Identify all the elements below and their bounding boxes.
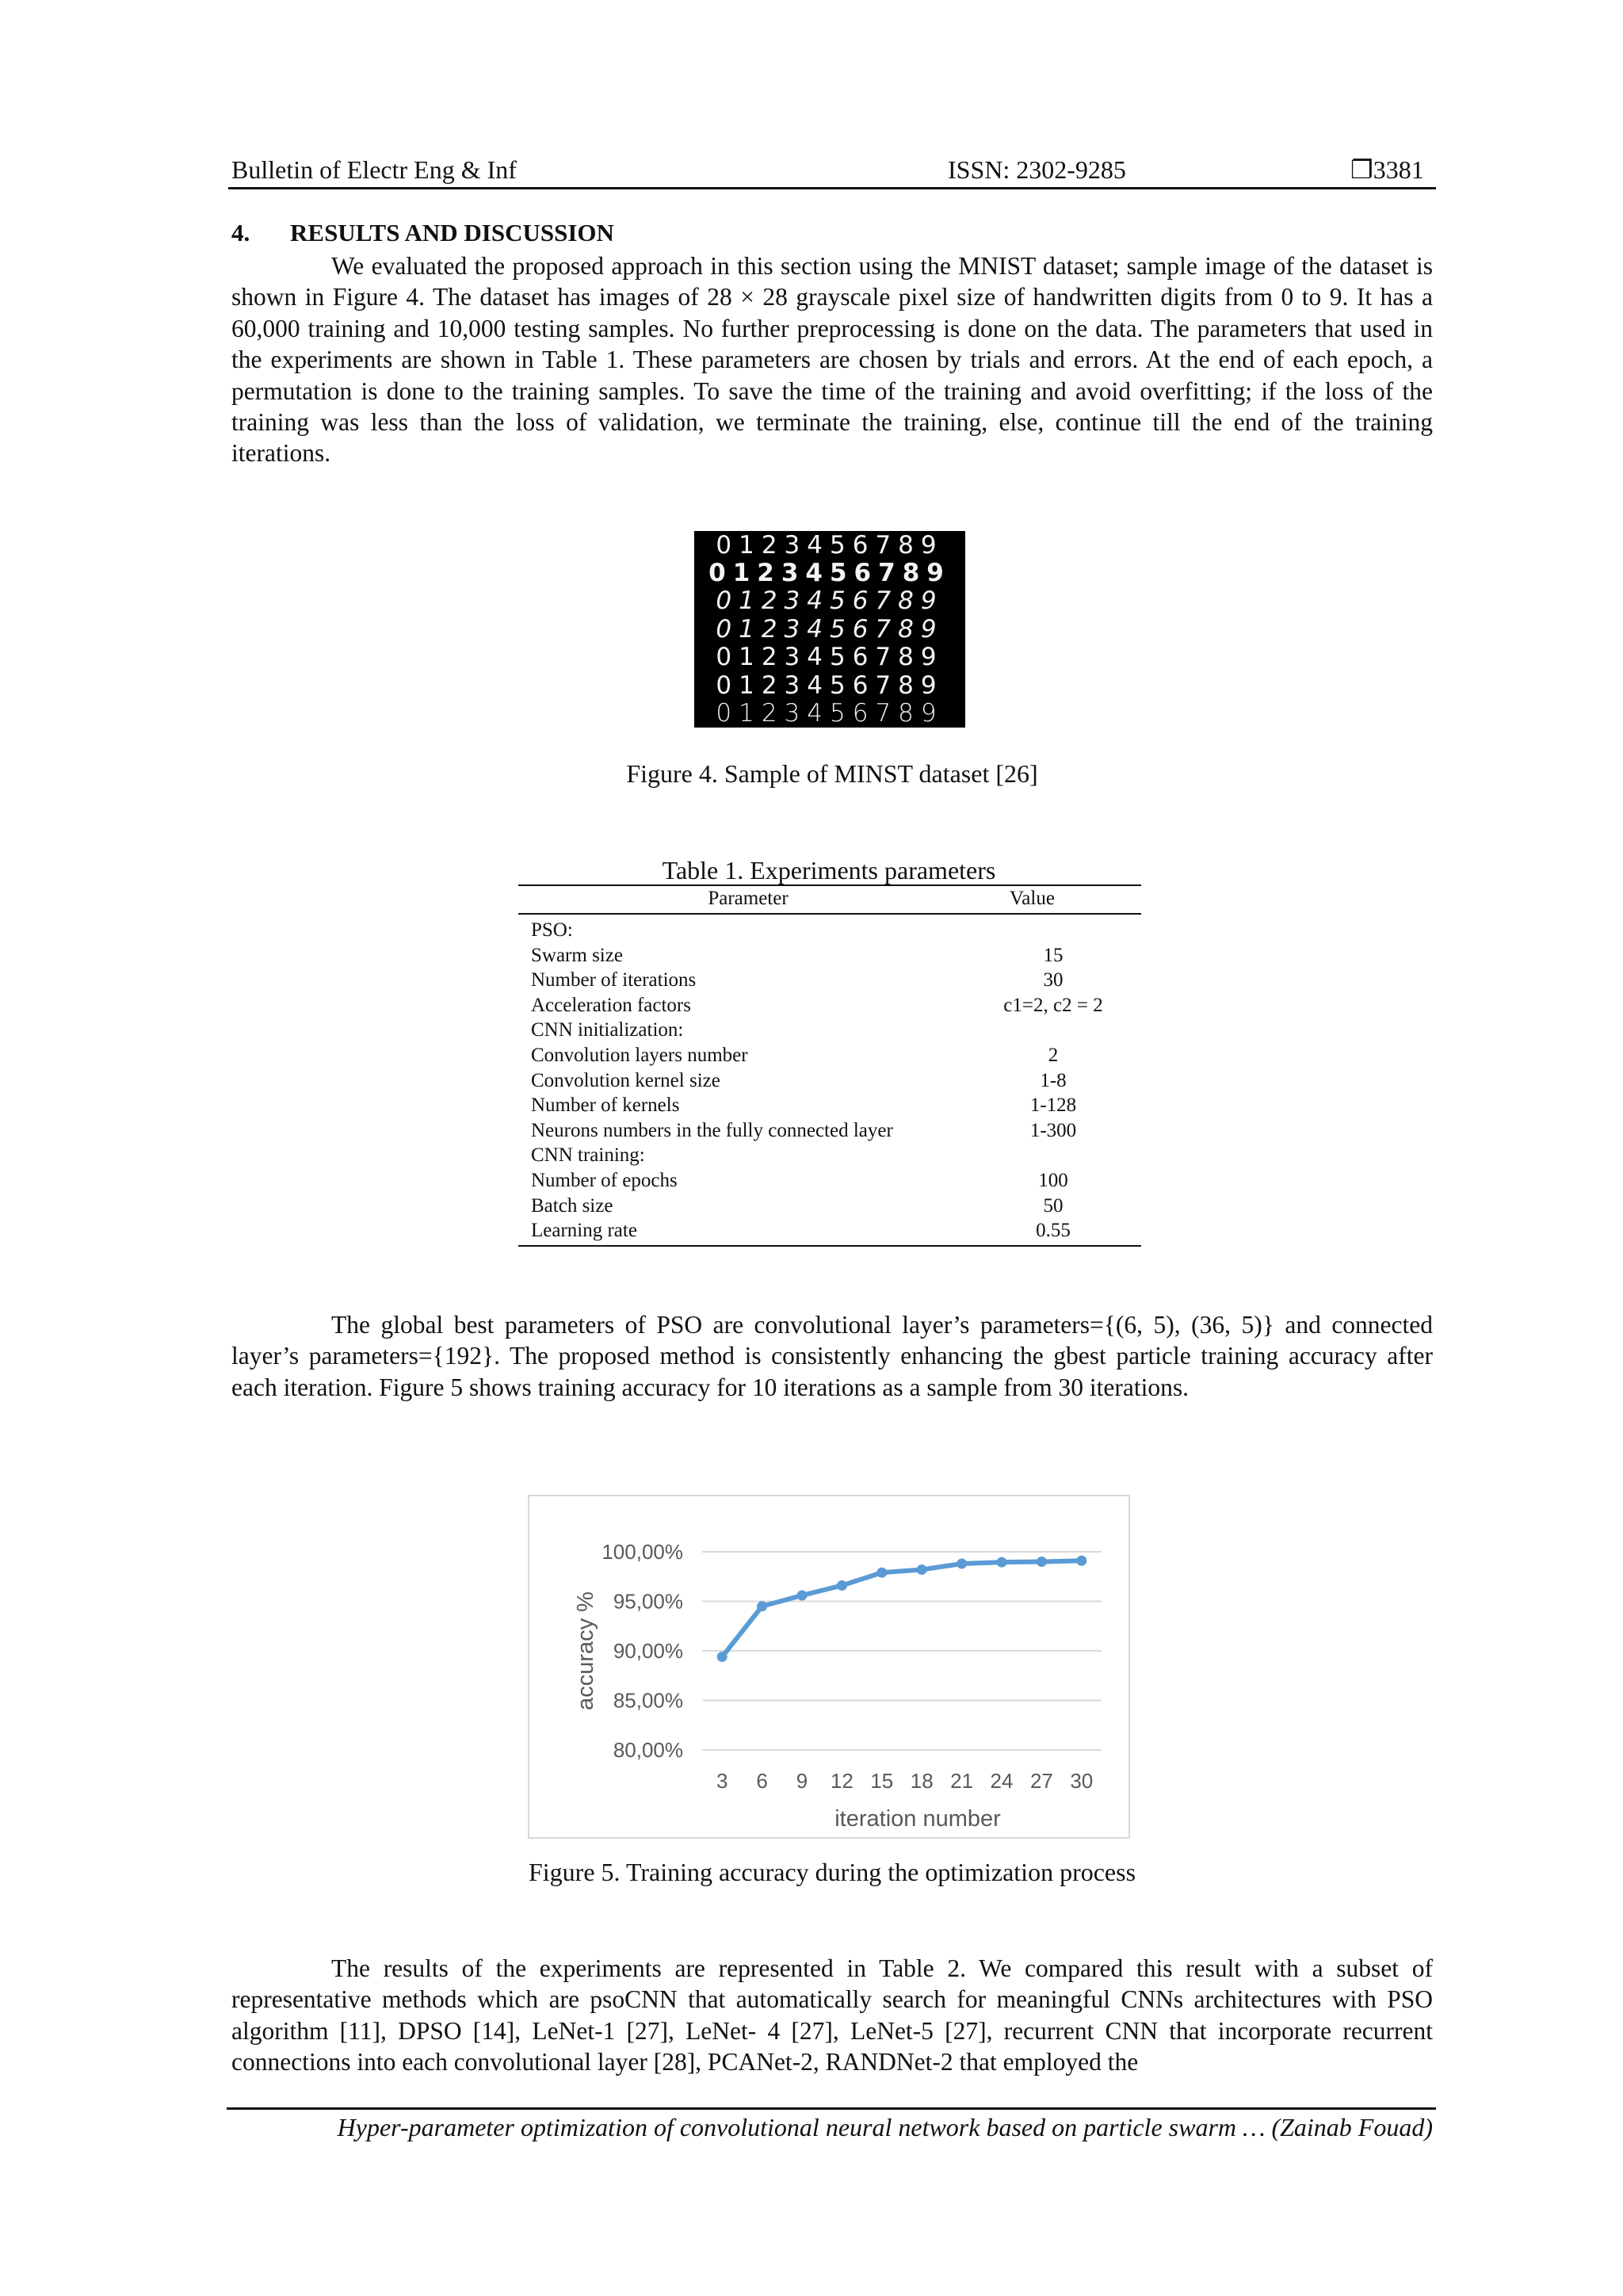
digit-row bbox=[694, 531, 965, 559]
accuracy-chart bbox=[528, 1495, 1130, 1839]
data-point bbox=[876, 1568, 887, 1578]
digit-row bbox=[694, 644, 965, 671]
digit-row-text: 0123456789 bbox=[708, 559, 951, 588]
table-1 bbox=[518, 884, 1141, 1247]
table-cell-value: c1=2, c2 = 2 bbox=[1003, 994, 1103, 1016]
table-header-value: Value bbox=[1010, 888, 1055, 909]
table-cell-parameter: CNN initialization: bbox=[531, 1019, 684, 1041]
table-cell-value bbox=[965, 918, 1141, 943]
table-cell-value: 30 bbox=[1043, 969, 1064, 991]
table-1-title: Table 1. Experiments parameters bbox=[662, 856, 996, 884]
table-row bbox=[518, 1118, 1141, 1144]
paragraph-2-text: The global best parameters of PSO are convolutional layer’s parameters={(6, 5), (36, 5)} and connected layer’s parameters={192}. The proposed method is consistently enhancing the gbest particle training accuracy after each iteration. Figure 5 shows training accuracy for 10 iterations as a sample from 30 iterations. bbox=[231, 1311, 1433, 1401]
paragraph-2 bbox=[231, 1309, 1433, 1403]
accuracy-chart-svg bbox=[529, 1496, 1128, 1837]
data-point bbox=[757, 1601, 767, 1611]
table-row bbox=[518, 993, 1141, 1018]
paragraph-1-text: We evaluated the proposed approach in this section using the MNIST dataset; sample image of the dataset is shown in Figure 4. The dataset has images of 28 × 28 grayscale pixel size of handwritten digits from 0 to 9. It has a 60,000 training and 10,000 testing samples. No further preprocessing is done on the data. The parameters that used in the experiments are shown in Table 1. These parameters are chosen by trials and errors. At the end of each epoch, a permutation is done to the training samples. To save the time of the training and avoid overfitting; if the loss of the training was less than the loss of validation, we terminate the training, else, continue till the end of the training iterations. bbox=[231, 252, 1433, 468]
section-title: RESULTS AND DISCUSSION bbox=[290, 219, 614, 246]
x-axis-title: iteration number bbox=[834, 1806, 1001, 1832]
digit-row bbox=[694, 587, 965, 615]
table-cell-parameter: PSO: bbox=[531, 919, 573, 941]
table-row bbox=[518, 1168, 1141, 1194]
table-cell-parameter: CNN training: bbox=[531, 1144, 645, 1167]
running-footer: Hyper-parameter optimization of convolutional neural network based on particle swarm … (Zainab Fouad) bbox=[337, 2113, 1433, 2141]
table-row bbox=[518, 1218, 1141, 1244]
table-cell-parameter: Swarm size bbox=[531, 944, 623, 966]
digit-row bbox=[694, 699, 965, 727]
y-tick-label: 80,00% bbox=[613, 1738, 683, 1762]
x-tick-label: 27 bbox=[1029, 1769, 1053, 1793]
x-tick-label: 15 bbox=[870, 1769, 894, 1793]
table-cell-parameter: Neurons numbers in the fully connected layer bbox=[531, 1119, 893, 1141]
x-tick-label: 12 bbox=[830, 1769, 854, 1793]
mnist-sample-image bbox=[694, 531, 965, 728]
table-row bbox=[518, 1194, 1141, 1219]
series-line bbox=[722, 1561, 1082, 1656]
table-cell-value: 0.55 bbox=[1036, 1220, 1071, 1242]
table-cell-value: 1-300 bbox=[1029, 1119, 1077, 1141]
x-tick-label: 21 bbox=[950, 1769, 974, 1793]
y-tick-label: 95,00% bbox=[613, 1589, 683, 1614]
page-number: 3381 bbox=[1373, 155, 1424, 184]
running-header-issn: ISSN: 2302-9285 bbox=[948, 155, 1126, 184]
table-row bbox=[518, 1043, 1141, 1068]
table-cell-value: 100 bbox=[1038, 1169, 1068, 1191]
figure-4-caption: Figure 4. Sample of MINST dataset [26] bbox=[626, 759, 1038, 788]
table-cell-value: 1-8 bbox=[1040, 1069, 1067, 1091]
table-cell-value: 2 bbox=[1048, 1044, 1059, 1066]
table-cell-value: 50 bbox=[1043, 1194, 1064, 1217]
x-tick-label: 24 bbox=[990, 1769, 1014, 1793]
digit-row bbox=[694, 559, 965, 586]
y-tick-label: 100,00% bbox=[601, 1540, 683, 1564]
table-cell-parameter: Convolution kernel size bbox=[531, 1069, 720, 1091]
paragraph-1 bbox=[231, 250, 1433, 469]
digit-row-text: 0123456789 bbox=[716, 530, 944, 560]
header-rule bbox=[228, 187, 1436, 189]
page-box-icon: ❐ bbox=[1350, 155, 1373, 184]
digit-row-text: 0123456789 bbox=[716, 643, 944, 672]
table-cell-value bbox=[965, 1018, 1141, 1043]
digit-row bbox=[694, 671, 965, 699]
digit-row-text: 0123456789 bbox=[716, 614, 944, 644]
data-point bbox=[957, 1559, 967, 1569]
data-point bbox=[717, 1652, 727, 1662]
data-point bbox=[1076, 1556, 1086, 1566]
paragraph-3-text: The results of the experiments are represented in Table 2. We compared this result with a subset of representative methods which are psoCNN that automatically search for meaningful CNNs architectures with PSO algorithm [11], DPSO [14], LeNet-1 [27], LeNet- 4 [27], LeNet-5 [27], recurrent CNN that incorporate recurrent connections into each convolutional layer [28], PCANet-2, RANDNet-2 that employed the bbox=[231, 1954, 1433, 2076]
digit-row bbox=[694, 615, 965, 643]
figure-5-caption: Figure 5. Training accuracy during the optimization process bbox=[528, 1858, 1136, 1886]
table-body bbox=[518, 915, 1141, 1245]
data-point bbox=[997, 1557, 1007, 1568]
table-row bbox=[518, 1143, 1141, 1168]
table-bottom-rule bbox=[518, 1245, 1141, 1247]
table-row bbox=[518, 1093, 1141, 1118]
table-row bbox=[518, 943, 1141, 968]
table-cell-parameter: Convolution layers number bbox=[531, 1044, 748, 1066]
table-cell-parameter: Batch size bbox=[531, 1194, 613, 1217]
digit-row-text: 0123456789 bbox=[716, 586, 944, 616]
table-header-row bbox=[518, 886, 1141, 913]
table-row bbox=[518, 1018, 1141, 1043]
data-point bbox=[1037, 1557, 1047, 1567]
table-cell-parameter: Number of iterations bbox=[531, 969, 697, 991]
x-tick-label: 18 bbox=[910, 1769, 934, 1793]
digit-row-text: 0123456789 bbox=[716, 670, 944, 700]
x-tick-label: 3 bbox=[716, 1769, 728, 1793]
section-number: 4. bbox=[231, 219, 250, 246]
x-tick-label: 9 bbox=[796, 1769, 808, 1793]
y-axis-title: accuracy % bbox=[573, 1591, 598, 1710]
x-tick-label: 6 bbox=[756, 1769, 768, 1793]
table-cell-parameter: Learning rate bbox=[531, 1220, 637, 1242]
table-cell-value bbox=[965, 1143, 1141, 1168]
digit-row-text: 0123456789 bbox=[716, 699, 944, 728]
running-header-journal: Bulletin of Electr Eng & Inf bbox=[231, 155, 517, 184]
data-point bbox=[797, 1591, 808, 1601]
section-heading bbox=[231, 219, 614, 247]
data-point bbox=[917, 1564, 927, 1575]
table-cell-value: 15 bbox=[1043, 944, 1064, 966]
table-row bbox=[518, 918, 1141, 943]
y-tick-label: 85,00% bbox=[613, 1688, 683, 1713]
footer-rule bbox=[227, 2107, 1436, 2110]
table-row bbox=[518, 968, 1141, 993]
data-point bbox=[837, 1580, 847, 1591]
paragraph-3 bbox=[231, 1953, 1433, 2078]
table-cell-parameter: Number of kernels bbox=[531, 1095, 680, 1117]
table-header-parameter: Parameter bbox=[708, 888, 789, 909]
running-header-page bbox=[1350, 154, 1424, 185]
table-cell-value: 1-128 bbox=[1029, 1095, 1077, 1117]
table-cell-parameter: Number of epochs bbox=[531, 1169, 678, 1191]
x-tick-label: 30 bbox=[1070, 1769, 1094, 1793]
y-tick-label: 90,00% bbox=[613, 1639, 683, 1663]
table-cell-parameter: Acceleration factors bbox=[531, 994, 691, 1016]
table-row bbox=[518, 1068, 1141, 1094]
